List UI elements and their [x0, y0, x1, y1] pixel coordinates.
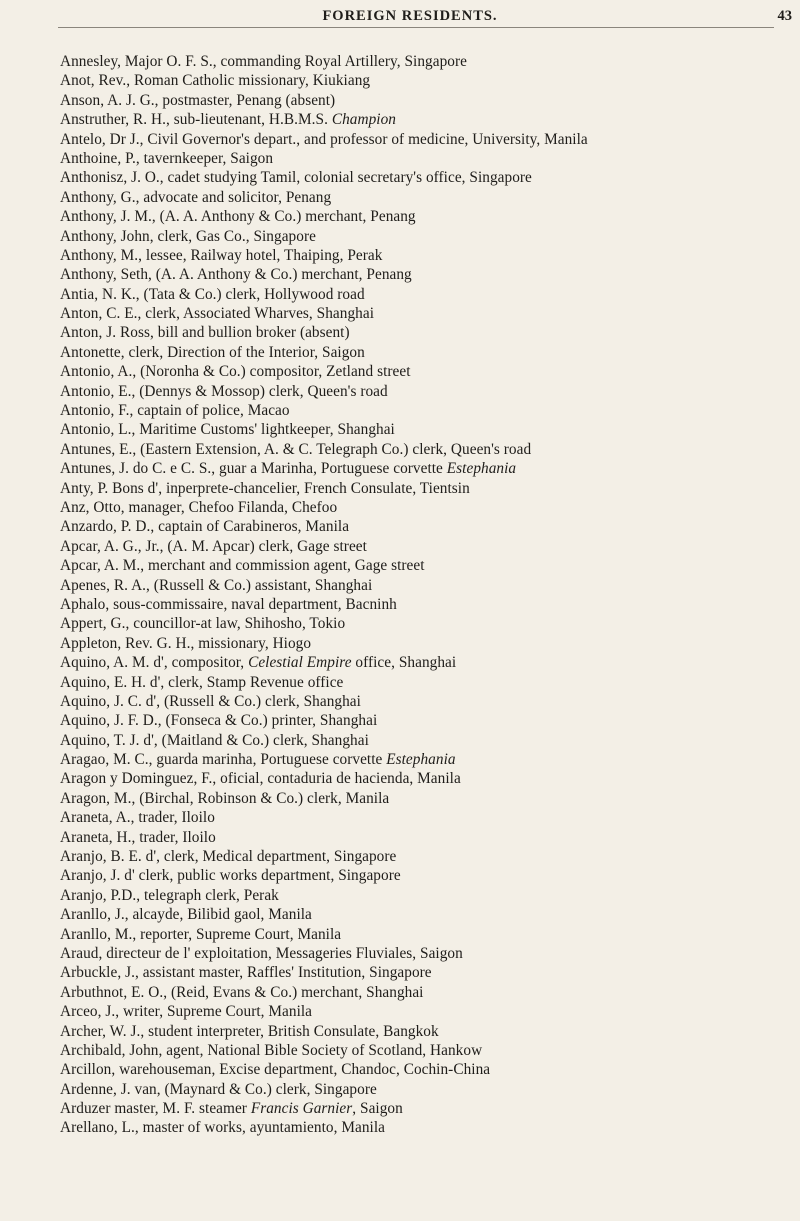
entry-text: Antonette, clerk, Direction of the Interior, Saigon	[60, 343, 365, 361]
entry-text: Anty, P. Bons d', inperprete-chancelier, French Consulate, Tientsin	[60, 479, 470, 497]
entry-text: Aranjo, J. d' clerk, public works department, Singapore	[60, 867, 401, 885]
list-item	[60, 1041, 800, 1060]
list-item	[60, 653, 800, 672]
entry-text: Anthony, G., advocate and solicitor, Penang	[60, 188, 332, 206]
list-item	[60, 634, 800, 653]
entry-text: Annesley, Major O. F. S., commanding Royal Artillery, Singapore	[60, 53, 467, 70]
list-item	[60, 750, 800, 769]
list-item	[60, 769, 800, 788]
entry-text: Appleton, Rev. G. H., missionary, Hiogo	[60, 634, 312, 652]
entry-text: Aragon, M., (Birchal, Robinson & Co.) clerk, Manila	[60, 789, 390, 807]
entry-text: Aquino, T. J. d', (Maitland & Co.) clerk, Shanghai	[60, 731, 369, 749]
list-item	[60, 71, 800, 90]
entry-italic-name: Estephania	[386, 751, 456, 769]
entry-italic-name: Estephania	[446, 460, 517, 478]
entry-text: Anthony, J. M., (A. A. Anthony & Co.) merchant, Penang	[60, 208, 416, 226]
list-item	[60, 614, 800, 633]
list-item	[60, 711, 800, 730]
list-item	[60, 207, 800, 226]
entry-text: Anz, Otto, manager, Chefoo Filanda, Chefoo	[60, 498, 338, 516]
entry-text: Aragon y Dominguez, F., oficial, contaduria de hacienda, Manila	[60, 770, 461, 788]
entry-text: Araneta, H., trader, Iloilo	[60, 828, 216, 846]
entry-text: Aquino, E. H. d', clerk, Stamp Revenue office	[60, 673, 344, 691]
list-item	[60, 246, 800, 265]
entry-text: Araneta, A., trader, Iloilo	[60, 809, 215, 827]
list-item	[60, 323, 800, 342]
list-item	[60, 420, 800, 439]
resident-list	[60, 52, 800, 1138]
list-item	[60, 343, 800, 362]
entry-text: Aragao, M. C., guarda marinha, Portuguese corvette	[60, 751, 387, 769]
entry-text: Arduzer master, M. F. steamer	[60, 1100, 251, 1118]
entry-text: Antia, N. K., (Tata & Co.) clerk, Hollywood road	[60, 285, 365, 303]
entry-text-after: , Saigon	[352, 1100, 403, 1118]
entry-text: Anthony, John, clerk, Gas Co., Singapore	[60, 227, 316, 245]
entry-text: Anthony, M., lessee, Railway hotel, Thaiping, Perak	[60, 246, 383, 264]
list-item	[60, 731, 800, 750]
running-head: FOREIGN RESIDENTS.	[322, 8, 498, 24]
list-item	[60, 1022, 800, 1041]
list-item	[60, 52, 800, 71]
list-item	[60, 556, 800, 575]
entry-text: Arellano, L., master of works, ayuntamiento, Manila	[60, 1119, 385, 1137]
list-item	[60, 304, 800, 323]
list-item	[60, 905, 800, 924]
entry-text: Antunes, J. do C. e C. S., guar a Marinha, Portuguese corvette	[60, 460, 447, 478]
entry-text: Antonio, A., (Noronha & Co.) compositor, Zetland street	[60, 363, 411, 381]
list-item	[60, 692, 800, 711]
entry-text: Anthonisz, J. O., cadet studying Tamil, colonial secretary's office, Singapore	[60, 169, 532, 187]
entry-text: Arbuthnot, E. O., (Reid, Evans & Co.) merchant, Shanghai	[60, 983, 424, 1001]
entry-text: Apcar, A. M., merchant and commission agent, Gage street	[60, 557, 425, 575]
entry-text: Aquino, A. M. d', compositor,	[60, 654, 249, 672]
list-item	[60, 925, 800, 944]
entry-text: Anstruther, R. H., sub-lieutenant, H.B.M.S.	[60, 111, 332, 129]
entry-text: Aranjo, P.D., telegraph clerk, Perak	[60, 886, 279, 904]
entry-text: Aphalo, sous-commissaire, naval department, Bacninh	[60, 595, 397, 613]
list-item	[60, 1118, 800, 1137]
entry-text: Arceo, J., writer, Supreme Court, Manila	[60, 1003, 313, 1021]
entry-text: Aquino, J. C. d', (Russell & Co.) clerk, Shanghai	[60, 692, 361, 710]
entry-text: Anthony, Seth, (A. A. Anthony & Co.) merchant, Penang	[60, 266, 412, 284]
list-item	[60, 847, 800, 866]
entry-text: Antunes, E., (Eastern Extension, A. & C. Telegraph Co.) clerk, Queen's road	[60, 440, 532, 458]
entry-text: Araud, directeur de l' exploitation, Messageries Fluviales, Saigon	[60, 944, 463, 962]
list-item	[60, 130, 800, 149]
list-item	[60, 91, 800, 110]
list-item	[60, 362, 800, 381]
list-item	[60, 110, 800, 129]
list-item	[60, 673, 800, 692]
list-item	[60, 498, 800, 517]
entry-text: Antonio, F., captain of police, Macao	[60, 402, 290, 420]
list-item	[60, 944, 800, 963]
entry-text: Aquino, J. F. D., (Fonseca & Co.) printer, Shanghai	[60, 712, 378, 730]
list-item	[60, 188, 800, 207]
list-item	[60, 440, 800, 459]
entry-text: Aranllo, M., reporter, Supreme Court, Manila	[60, 925, 342, 943]
entry-italic-name: Celestial Empire	[248, 654, 352, 672]
entry-text: Anzardo, P. D., captain of Carabineros, Manila	[60, 518, 350, 536]
entry-text: Aranjo, B. E. d', clerk, Medical department, Singapore	[60, 848, 397, 866]
list-item	[60, 963, 800, 982]
entry-text: Anson, A. J. G., postmaster, Penang (absent)	[60, 91, 336, 109]
entry-text: Antonio, E., (Dennys & Mossop) clerk, Queen's road	[60, 382, 388, 400]
entry-text: Archer, W. J., student interpreter, British Consulate, Bangkok	[60, 1022, 439, 1040]
list-item	[60, 789, 800, 808]
list-item	[60, 1060, 800, 1079]
list-item	[60, 576, 800, 595]
entry-text: Aranllo, J., alcayde, Bilibid gaol, Manila	[60, 906, 312, 924]
header-rule	[58, 27, 774, 28]
list-item	[60, 459, 800, 478]
entry-text-after: office, Shanghai	[351, 654, 457, 672]
entry-text: Anton, J. Ross, bill and bullion broker (absent)	[60, 324, 350, 342]
list-item	[60, 517, 800, 536]
list-item	[60, 808, 800, 827]
page-number: 43	[777, 8, 792, 24]
list-item	[60, 168, 800, 187]
list-item	[60, 227, 800, 246]
entry-text: Arcillon, warehouseman, Excise department, Chandoc, Cochin-China	[60, 1061, 491, 1079]
list-item	[60, 828, 800, 847]
entry-text: Anot, Rev., Roman Catholic missionary, Kiukiang	[60, 72, 371, 90]
entry-text: Apcar, A. G., Jr., (A. M. Apcar) clerk, Gage street	[60, 537, 367, 555]
list-item	[60, 479, 800, 498]
entry-text: Anthoine, P., tavernkeeper, Saigon	[60, 149, 274, 167]
list-item	[60, 886, 800, 905]
list-item	[60, 1099, 800, 1118]
list-item	[60, 149, 800, 168]
list-item	[60, 1002, 800, 1021]
entry-italic-name: Champion	[331, 111, 396, 129]
list-item	[60, 401, 800, 420]
list-item	[60, 537, 800, 556]
entry-text: Antonio, L., Maritime Customs' lightkeeper, Shanghai	[60, 421, 395, 439]
list-item	[60, 265, 800, 284]
entry-text: Apenes, R. A., (Russell & Co.) assistant, Shanghai	[60, 576, 373, 594]
entry-text: Antelo, Dr J., Civil Governor's depart., and professor of medicine, University, Manila	[60, 130, 588, 148]
list-item	[60, 382, 800, 401]
list-item	[60, 866, 800, 885]
list-item	[60, 595, 800, 614]
entry-text: Appert, G., councillor-at law, Shihosho, Tokio	[60, 615, 346, 633]
list-item	[60, 1080, 800, 1099]
entry-text: Arbuckle, J., assistant master, Raffles' Institution, Singapore	[60, 964, 432, 982]
list-item	[60, 983, 800, 1002]
list-item	[60, 285, 800, 304]
entry-text: Anton, C. E., clerk, Associated Wharves, Shanghai	[60, 305, 374, 323]
entry-text: Archibald, John, agent, National Bible Society of Scotland, Hankow	[60, 1041, 483, 1059]
entry-text: Ardenne, J. van, (Maynard & Co.) clerk, Singapore	[60, 1080, 377, 1098]
entry-italic-name: Francis Garnier	[250, 1100, 353, 1118]
